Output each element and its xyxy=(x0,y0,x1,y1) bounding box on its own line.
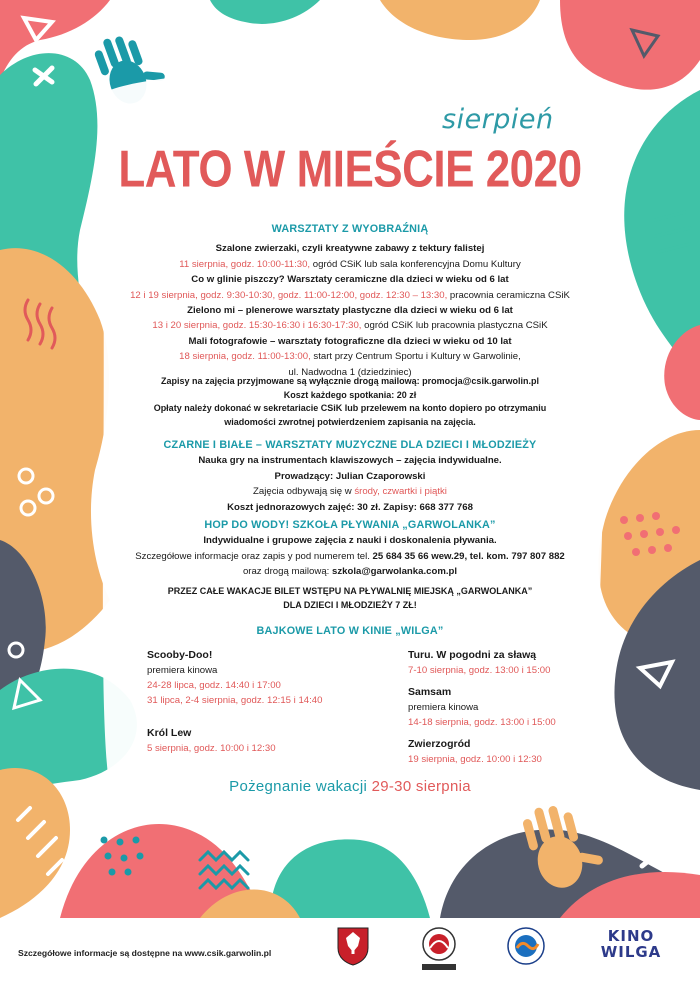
kino-logo-line-2: WILGA xyxy=(600,943,662,961)
cinema-left-column xyxy=(147,648,377,756)
workshop-1-place: ogród CSiK lub sala konferencyjna Domu Kultury xyxy=(310,258,521,270)
movie-samsam xyxy=(408,685,598,730)
movie-title: Król Lew xyxy=(147,727,192,739)
workshop-1-title: Szalone zwierzaki, czyli kreatywne zabawy z tektury falistej xyxy=(215,243,485,255)
movie-subtitle: premiera kinowa xyxy=(408,702,479,713)
swim-section xyxy=(100,518,600,580)
swim-line-2 xyxy=(100,549,600,564)
coat-of-arms-logo xyxy=(336,926,370,966)
movie-subtitle: premiera kinowa xyxy=(147,665,218,676)
movie-date: 14-18 sierpnia, godz. 13:00 i 15:00 xyxy=(408,717,556,728)
workshop-1-details xyxy=(100,257,600,272)
music-heading: CZARNE I BIAŁE – WARSZTATY MUZYCZNE DLA DZIECI I MŁODZIEŻY xyxy=(163,439,537,451)
movie-scooby xyxy=(147,648,377,708)
garwolanka-logo xyxy=(502,922,550,972)
music-section xyxy=(100,438,600,515)
music-line-3 xyxy=(100,484,600,499)
movie-title: Scooby-Doo! xyxy=(147,649,213,661)
movie-title: Zwierzogród xyxy=(408,738,471,750)
swim-phone-prefix: Szczegółowe informacje oraz zapis y pod numerem tel. xyxy=(135,550,373,562)
note-cost: Koszt każdego spotkania: 20 zł xyxy=(283,389,417,400)
footer-info: Szczegółowe informacje są dostępne na www.csik.garwolin.pl xyxy=(18,948,272,958)
music-days-prefix: Zajęcia odbywają się w xyxy=(253,486,355,498)
farewell-text: Pożegnanie wakacji xyxy=(229,778,372,795)
workshop-2-details xyxy=(100,288,600,303)
workshop-4-date: 18 sierpnia, godz. 11:00-13:00, xyxy=(179,351,311,363)
movie-date: 7-10 sierpnia, godz. 13:00 i 15:00 xyxy=(408,665,551,676)
workshop-3-title: Zielono mi – plenerowe warsztaty plastyczne dla dzieci w wieku od 6 lat xyxy=(187,305,513,317)
poster-title: LATO W MIEŚCIE 2020 xyxy=(118,140,582,199)
workshops-section xyxy=(100,222,600,380)
workshop-3-details xyxy=(100,318,600,333)
pool-promo xyxy=(100,585,600,612)
music-line-4: Koszt jednorazowych zajęć: 30 zł. Zapisy: 668 377 768 xyxy=(227,501,473,513)
workshop-2-place: pracownia ceramiczna CSiK xyxy=(447,289,570,301)
music-line-1: Nauka gry na instrumentach klawiszowych – zajęcia indywidualne. xyxy=(198,455,502,467)
workshop-address: ul. Nadwodna 1 (dziedziniec) xyxy=(288,366,412,378)
cinema-right-column xyxy=(408,648,598,767)
movie-turu xyxy=(408,648,598,678)
workshop-1-date: 11 sierpnia, godz. 10:00-11:30, xyxy=(179,258,311,270)
month-label: sierpień xyxy=(442,104,554,135)
workshop-4-place: start przy Centrum Sportu i Kultury w Garwolinie, xyxy=(310,351,521,363)
cinema-section xyxy=(100,624,600,639)
movie-date: 19 sierpnia, godz. 10:00 i 12:30 xyxy=(408,754,542,765)
kino-logo-line-1: KINO xyxy=(607,927,655,945)
swim-email: szkola@garwolanka.com.pl xyxy=(332,566,458,578)
note-signup: Zapisy na zajęcia przyjmowane są wyłącznie drogą mailową: promocja@csik.garwolin.pl xyxy=(161,376,539,386)
csik-garwolin-logo xyxy=(416,924,462,972)
swim-heading: HOP DO WODY! SZKOŁA PŁYWANIA „GARWOLANKA” xyxy=(204,519,496,531)
workshops-notes xyxy=(100,375,600,429)
note-payment-2: wiadomości zwrotnej potwierdzeniem zapisania na zajęcia. xyxy=(224,416,476,427)
swim-line-3 xyxy=(100,564,600,579)
workshop-2-title: Co w glinie piszczy? Warsztaty ceramiczne dla dzieci w wieku od 6 lat xyxy=(191,274,509,286)
pool-promo-line-1: PRZEZ CAŁE WAKACJE BILET WSTĘPU NA PŁYWALNIĘ MIEJSKĄ „GARWOLANKA” xyxy=(167,586,533,596)
movie-zwierzogrod xyxy=(408,737,598,767)
cinema-heading: BAJKOWE LATO W KINIE „WILGA” xyxy=(256,625,444,637)
workshops-heading: WARSZTATY Z WYOBRAŹNIĄ xyxy=(271,223,429,235)
movie-date: 31 lipca, 2-4 sierpnia, godz. 12:15 i 14:40 xyxy=(147,695,323,706)
pool-promo-line-2: DLA DZIECI I MŁODZIEŻY 7 ZŁ! xyxy=(283,599,417,610)
farewell-dates: 29-30 sierpnia xyxy=(371,778,471,795)
movie-title: Turu. W pogodni za sławą xyxy=(408,649,537,661)
workshop-4-details xyxy=(100,349,600,364)
movie-date: 24-28 lipca, godz. 14:40 i 17:00 xyxy=(147,680,281,691)
workshop-2-date: 12 i 19 sierpnia, godz. 9:30-10:30, godz. 11:00-12:00, godz. 12:30 – 13:30, xyxy=(130,289,448,301)
music-days: środy, czwartki i piątki xyxy=(354,486,447,498)
swim-line-1: Indywidualne i grupowe zajęcia z nauki i doskonalenia pływania. xyxy=(203,535,497,547)
movie-title: Samsam xyxy=(408,686,452,698)
music-line-2: Prowadzący: Julian Czaporowski xyxy=(274,470,426,482)
note-payment-1: Opłaty należy dokonać w sekretariacie CSiK lub przelewem na konto dopiero po otrzymaniu xyxy=(153,403,547,414)
movie-krol-lew xyxy=(147,726,377,756)
farewell-banner xyxy=(0,778,700,795)
movie-date: 5 sierpnia, godz. 10:00 i 12:30 xyxy=(147,743,276,754)
swim-email-prefix: oraz drogą mailową: xyxy=(242,566,332,578)
workshop-4-title: Mali fotografowie – warsztaty fotograficzne dla dzieci w wieku od 10 lat xyxy=(188,335,512,347)
swim-phone: 25 684 35 66 wew.29, tel. kom. 797 807 882 xyxy=(372,550,565,562)
kino-wilga-logo xyxy=(596,928,666,960)
workshop-3-place: ogród CSiK lub pracownia plastyczna CSiK xyxy=(361,320,548,332)
workshop-3-date: 13 i 20 sierpnia, godz. 15:30-16:30 i 16:30-17:30, xyxy=(152,320,362,332)
